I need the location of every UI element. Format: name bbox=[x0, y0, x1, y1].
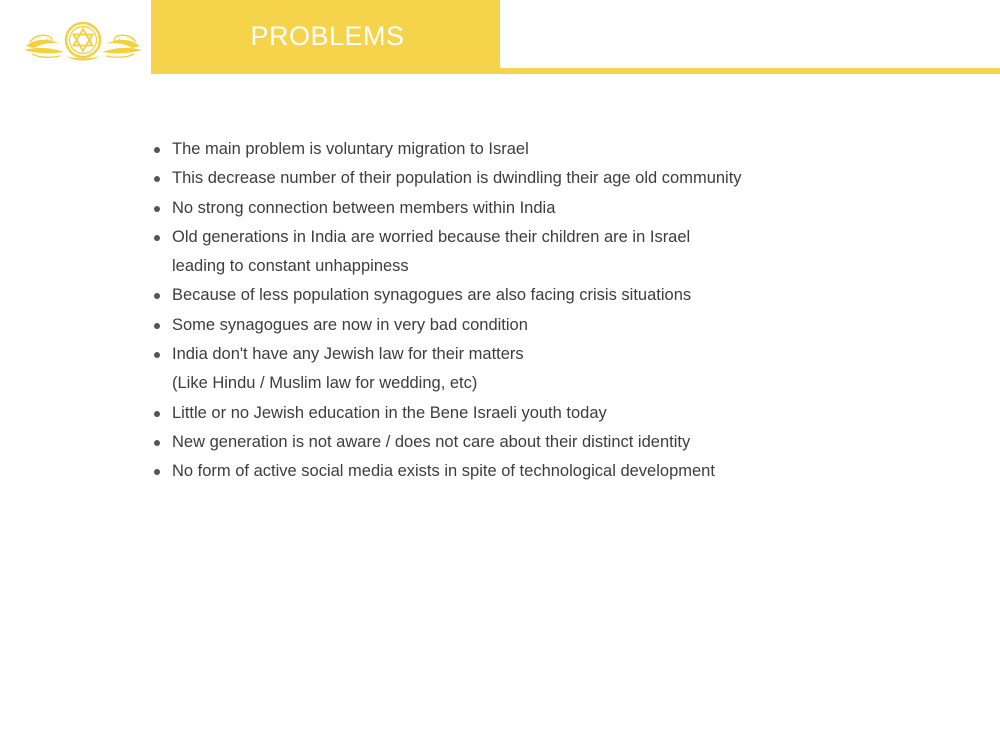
list-item-text: No form of active social media exists in spite of technological development bbox=[172, 462, 715, 481]
list-item bbox=[152, 340, 932, 399]
bullet-dot-icon bbox=[154, 147, 160, 153]
bullet-dot-icon bbox=[154, 411, 160, 417]
list-item bbox=[152, 457, 932, 486]
bullet-dot-icon bbox=[154, 469, 160, 475]
list-item-text: (Like Hindu / Muslim law for wedding, etc) bbox=[172, 374, 478, 393]
list-item-text: New generation is not aware / does not care about their distinct identity bbox=[172, 432, 691, 451]
bullet-dot-icon bbox=[154, 440, 160, 446]
list-item bbox=[152, 164, 932, 193]
list-item bbox=[152, 194, 932, 223]
bullet-dot-icon bbox=[154, 235, 160, 241]
bullet-dot-icon bbox=[154, 176, 160, 182]
bullet-dot-icon bbox=[154, 206, 160, 212]
page-title: PROBLEMS bbox=[250, 20, 405, 51]
list-item bbox=[152, 281, 932, 310]
list-item-text: Little or no Jewish education in the Bene Israeli youth today bbox=[172, 403, 607, 422]
list-item-text: India don't have any Jewish law for their matters bbox=[172, 345, 524, 364]
list-item-text: This decrease number of their population is dwindling their age old community bbox=[172, 169, 742, 188]
list-item bbox=[152, 399, 932, 428]
list-item-text: Old generations in India are worried because their children are in Israel bbox=[172, 227, 691, 246]
list-item bbox=[152, 135, 932, 164]
list-item bbox=[152, 311, 932, 340]
title-banner bbox=[151, 0, 500, 74]
list-item-text: Because of less population synagogues are also facing crisis situations bbox=[172, 286, 692, 305]
list-item-text: leading to constant unhappiness bbox=[172, 257, 409, 276]
bullet-dot-icon bbox=[154, 352, 160, 358]
title-underline bbox=[500, 68, 1000, 74]
list-item-text: Some synagogues are now in very bad condition bbox=[172, 315, 528, 334]
list-item bbox=[152, 223, 932, 282]
list-item bbox=[152, 428, 932, 457]
list-item-text: The main problem is voluntary migration to Israel bbox=[172, 140, 529, 158]
problem-list bbox=[152, 135, 932, 487]
list-item-text: No strong connection between members within India bbox=[172, 198, 556, 217]
star-of-david-emblem-icon bbox=[22, 16, 144, 64]
bullet-dot-icon bbox=[154, 323, 160, 329]
bullet-dot-icon bbox=[154, 293, 160, 299]
